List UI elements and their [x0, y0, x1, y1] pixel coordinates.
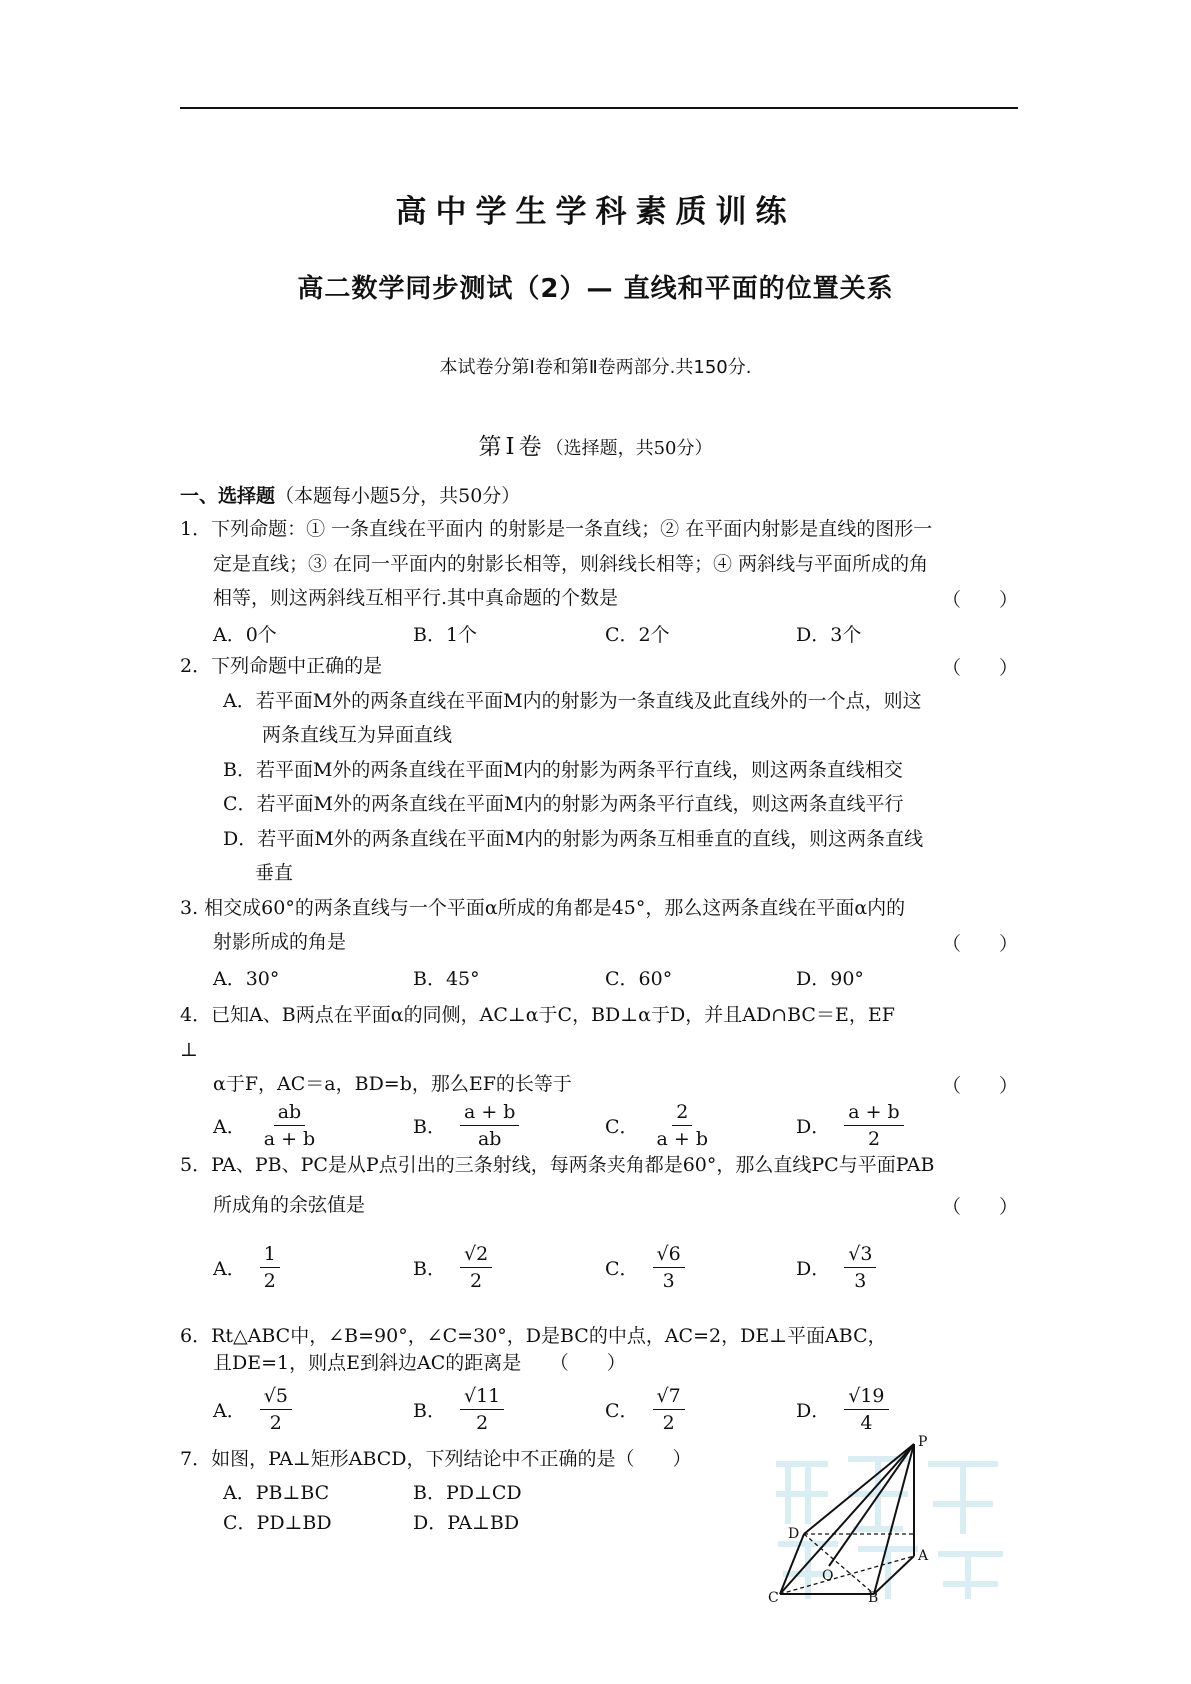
fraction-numerator: a + b	[460, 1100, 520, 1126]
q4-answer-paren: （ ）	[941, 1075, 1018, 1097]
q3-option-d: D．90°	[796, 968, 864, 990]
q7-stem: 7．如图，PA⊥矩形ABCD，下列结论中不正确的是（ ）	[180, 1448, 692, 1470]
page-subtitle: 高二数学同步测试（2）— 直线和平面的位置关系	[297, 274, 894, 304]
label-o: O	[822, 1568, 834, 1584]
section-title: 一、选择题	[180, 485, 276, 507]
q3-answer-paren: （ ）	[941, 933, 1018, 955]
fraction-numerator: √7	[653, 1384, 685, 1410]
q5-option-a-label: A．	[213, 1258, 246, 1280]
q2-stem: 2．下列命题中正确的是	[180, 655, 383, 677]
fraction-numerator: √19	[844, 1384, 888, 1410]
fraction-numerator: √11	[460, 1384, 504, 1410]
fraction-denominator: 2	[476, 1412, 489, 1434]
q5-option-d	[796, 1242, 876, 1293]
q4-line-3: α于F，AC＝a，BD=b，那么EF的长等于	[213, 1073, 572, 1095]
fraction-denominator: 2	[263, 1270, 276, 1292]
fraction-denominator: 3	[854, 1270, 867, 1292]
q5-line-2: 所成角的余弦值是	[213, 1194, 366, 1216]
q1-answer-paren: （ ）	[941, 589, 1018, 611]
fraction-numerator: √2	[460, 1242, 492, 1268]
fraction-denominator: a + b	[263, 1128, 316, 1150]
fraction-denominator: a + b	[656, 1128, 709, 1150]
q6-line-2: 且DE=1，则点E到斜边AC的距离是 （ ）	[213, 1352, 626, 1374]
q5-option-d-label: D．	[796, 1258, 831, 1280]
section-heading	[180, 481, 520, 508]
fraction-numerator: √5	[260, 1384, 292, 1410]
top-rule	[180, 107, 1018, 109]
q1-option-a: A．0个	[213, 624, 277, 646]
fraction	[844, 1384, 888, 1435]
q1-line-2: 定是直线；③ 在同一平面内的射影长相等，则斜线长相等；④ 两斜线与平面所成的角	[213, 553, 929, 575]
q6-option-b-label: B．	[413, 1400, 446, 1422]
label-c: C	[768, 1590, 779, 1604]
q3-line-2: 射影所成的角是	[213, 931, 347, 953]
q6-option-a-label: A．	[213, 1400, 246, 1422]
fraction-numerator: 1	[260, 1242, 280, 1268]
fraction	[460, 1100, 520, 1151]
q6-option-a	[213, 1384, 292, 1435]
q2-option-b: B．若平面M外的两条直线在平面M内的射影为两条平行直线，则这两条直线相交	[223, 759, 903, 781]
q1-option-c: C．2个	[605, 624, 670, 646]
q2-option-d-line-2: 垂直	[255, 862, 294, 884]
fraction-numerator: 2	[672, 1100, 692, 1126]
q5-option-b-label: B．	[413, 1258, 446, 1280]
q6-line-1: 6．Rt△ABC中，∠B=90°，∠C=30°，D是BC的中点，AC=2，DE⊥平面ABC，	[180, 1325, 887, 1347]
fraction-numerator: √6	[653, 1242, 685, 1268]
fraction	[844, 1100, 904, 1151]
q3-line-1: 3. 相交成60°的两条直线与一个平面α所成的角都是45°，那么这两条直线在平面α内的	[180, 897, 906, 919]
q1-line-3: 相等，则这两斜线互相平行.其中真命题的个数是	[213, 587, 619, 609]
q6-option-c	[605, 1384, 685, 1435]
q1-option-b: B．1个	[413, 624, 478, 646]
fraction	[260, 1100, 320, 1151]
fraction	[460, 1242, 492, 1293]
page-title: 高中学生学科素质训练	[395, 194, 796, 230]
pyramid-figure	[768, 1434, 1018, 1604]
q5-option-a	[213, 1242, 280, 1293]
q7-option-a: A．PB⊥BC	[223, 1482, 330, 1504]
q4-line-2: ⊥	[180, 1039, 198, 1061]
q4-option-b-label: B．	[413, 1116, 446, 1138]
q5-option-b	[413, 1242, 492, 1293]
q2-option-a-line-1: A．若平面M外的两条直线在平面M内的射影为一条直线及此直线外的一个点，则这	[223, 690, 922, 712]
label-p: P	[918, 1434, 928, 1450]
q5-line-1: 5．PA、PB、PC是从P点引出的三条射线，每两条夹角都是60°，那么直线PC与平面PAB	[180, 1154, 935, 1176]
fraction	[844, 1242, 876, 1293]
q4-option-a	[213, 1100, 319, 1151]
fraction-numerator: a + b	[844, 1100, 904, 1126]
q6-option-d	[796, 1384, 889, 1435]
q5-option-c	[605, 1242, 685, 1293]
q3-option-b: B．45°	[413, 968, 480, 990]
q6-option-d-label: D．	[796, 1400, 831, 1422]
q3-option-a: A．30°	[213, 968, 280, 990]
q4-option-d-label: D．	[796, 1116, 831, 1138]
q4-option-d	[796, 1100, 904, 1151]
q1-line-1: 1．下列命题：① 一条直线在平面内 的射影是一条直线；② 在平面内射影是直线的图形一	[180, 518, 933, 540]
q3-option-c: C．60°	[605, 968, 673, 990]
q2-option-c: C．若平面M外的两条直线在平面M内的射影为两条平行直线，则这两条直线平行	[223, 793, 904, 815]
exam-note: 本试卷分第Ⅰ卷和第Ⅱ卷两部分.共150分.	[439, 357, 752, 378]
volume-label: 第Ⅰ卷	[478, 434, 546, 460]
fraction-numerator: √3	[844, 1242, 876, 1268]
q1-option-d: D．3个	[796, 624, 862, 646]
fraction	[460, 1384, 504, 1435]
q5-answer-paren: （ ）	[941, 1196, 1018, 1218]
fraction-denominator: 2	[662, 1412, 675, 1434]
fraction-denominator: ab	[477, 1128, 502, 1150]
q7-option-c: C．PD⊥BD	[223, 1512, 332, 1534]
q7-option-b: B．PD⊥CD	[413, 1482, 522, 1504]
fraction-denominator: 2	[269, 1412, 282, 1434]
label-d: D	[788, 1526, 800, 1542]
q6-option-c-label: C．	[605, 1400, 639, 1422]
q7-option-d: D．PA⊥BD	[413, 1512, 520, 1534]
fraction-denominator: 3	[662, 1270, 675, 1292]
q2-answer-paren: （ ）	[941, 657, 1018, 679]
q2-option-a-line-2: 两条直线互为异面直线	[262, 724, 453, 746]
fraction	[653, 1384, 685, 1435]
volume-heading	[0, 428, 1191, 461]
fraction	[653, 1242, 685, 1293]
q4-line-1: 4．已知A、B两点在平面α的同侧，AC⊥α于C，BD⊥α于D，并且AD∩BC＝E，EF	[180, 1004, 895, 1026]
fraction-denominator: 4	[860, 1412, 873, 1434]
q4-option-c	[605, 1100, 712, 1151]
q2-option-d-line-1: D．若平面M外的两条直线在平面M内的射影为两条互相垂直的直线，则这两条直线	[223, 828, 924, 850]
q6-option-b	[413, 1384, 504, 1435]
q5-option-c-label: C．	[605, 1258, 639, 1280]
fraction	[260, 1242, 280, 1293]
q4-option-c-label: C．	[605, 1116, 639, 1138]
fraction	[260, 1384, 292, 1435]
fraction	[653, 1100, 713, 1151]
fraction-denominator: 2	[470, 1270, 483, 1292]
q4-option-b	[413, 1100, 519, 1151]
fraction-denominator: 2	[867, 1128, 881, 1150]
label-a: A	[918, 1548, 929, 1564]
volume-desc: （选择题，共50分）	[545, 438, 713, 459]
label-b: B	[868, 1590, 879, 1604]
q4-option-a-label: A．	[213, 1116, 246, 1138]
section-desc: （本题每小题5分，共50分）	[275, 485, 521, 507]
fraction-numerator: ab	[274, 1100, 306, 1126]
